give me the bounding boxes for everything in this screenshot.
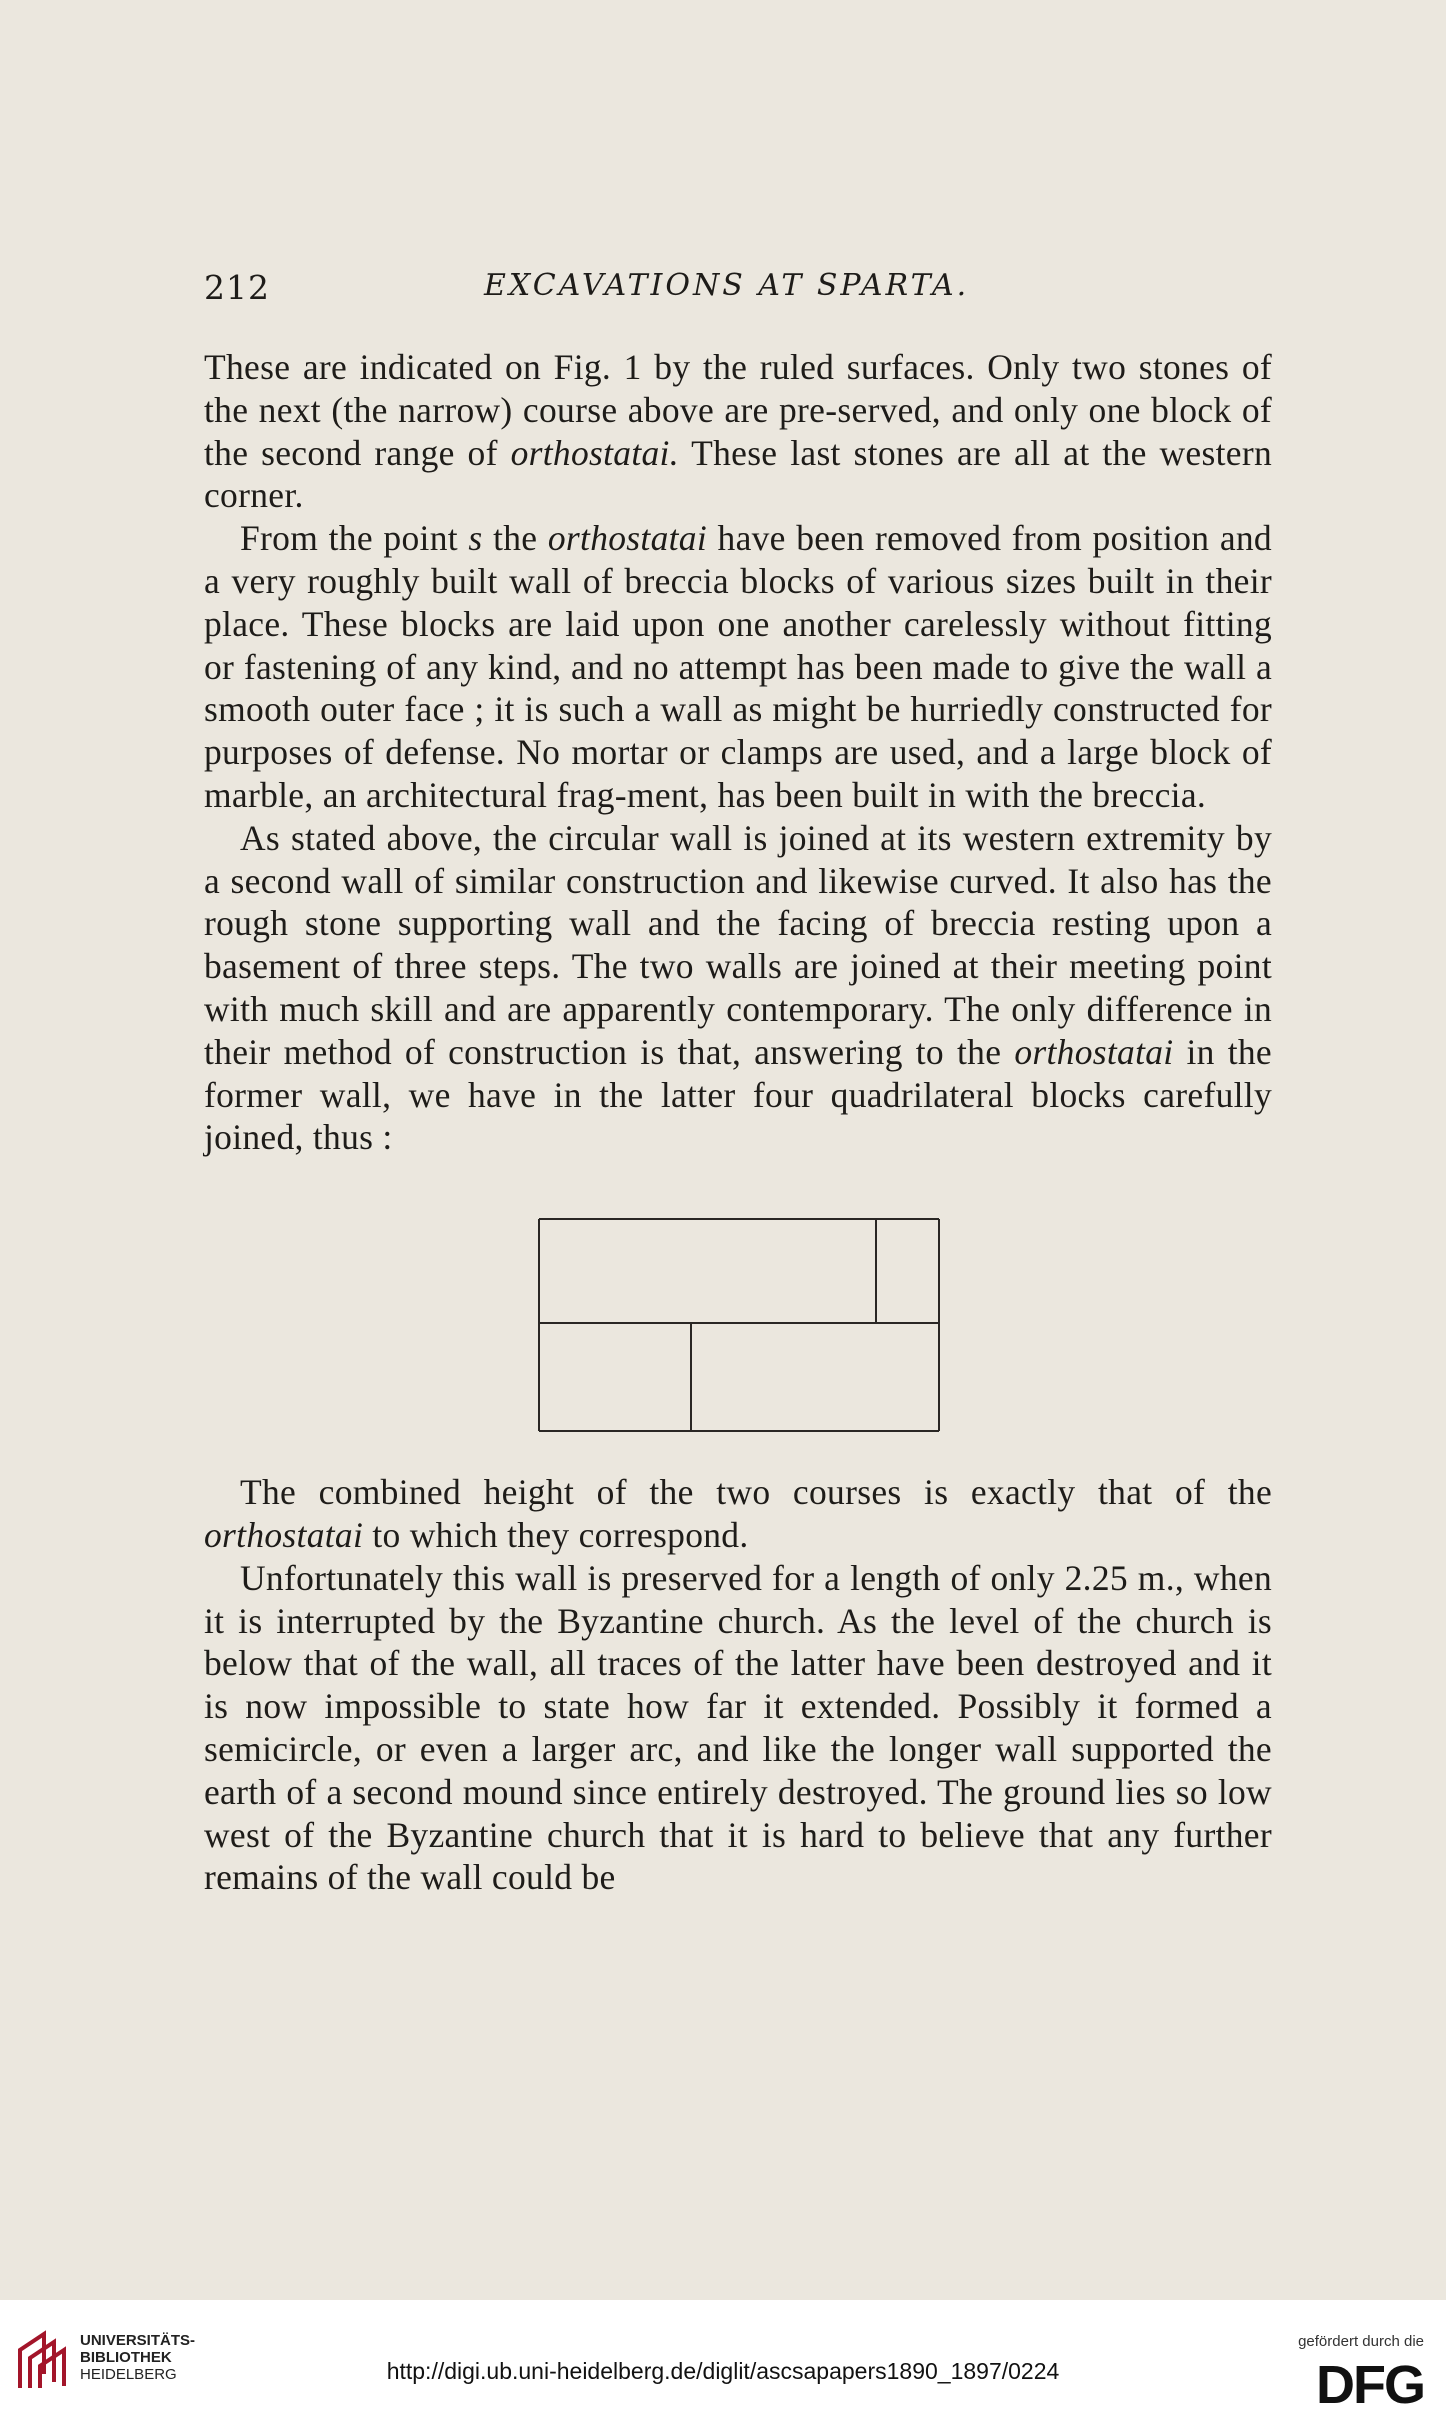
paragraph-4: [204, 1471, 1272, 1557]
text-run: to which they correspond.: [363, 1514, 749, 1555]
library-name-line-2: BIBLIOTHEK: [80, 2349, 172, 2366]
paragraph-1: [204, 346, 1272, 517]
italic-term: orthostatai.: [510, 432, 679, 473]
library-name-line-1: UNIVERSITÄTS-: [80, 2332, 196, 2349]
body-text: [204, 346, 1272, 1899]
text-run: The combined height of the two courses is exactly that of the: [240, 1472, 1272, 1513]
running-title: EXCAVATIONS AT SPARTA.: [484, 268, 970, 303]
dfg-logo: DFG: [1316, 2355, 1424, 2415]
masonry-diagram-svg: [527, 1209, 957, 1435]
text-run: From the point: [240, 518, 469, 559]
text-run: Unfortunately this wall is preserved for a length of only 2.25 m., when it is interrupted by the Byzantine church. As the level of the church is below that of the wall, all traces of the latter have been destroyed and it is now impossible to state how far it extended. Possibly it formed a semicircle, or even a larger arc, and like the longer wall supported the earth of a second mound since entirely destroyed. The ground lies so low west of the Byzantine church that it is hard to believe that any further remains of the wall could be: [204, 1557, 1272, 1898]
masonry-diagram: [527, 1209, 957, 1435]
paragraph-5: [204, 1557, 1272, 1899]
paragraph-3: [204, 817, 1272, 1159]
paragraph-2: [204, 517, 1272, 817]
text-run: the: [482, 518, 548, 559]
library-name-line-3: HEIDELBERG: [80, 2366, 177, 2383]
text-run: These are indicated on Fig. 1 by the ruled surfaces. Only two stones of the next (the narrow) course above are pre-served, and only one block of the second range of: [204, 347, 1272, 473]
text-run: As stated above, the circular wall is joined at its western extremity by a second wall of similar construction and likewise curved. It also has the rough stone supporting wall and the facing of breccia resting upon a basement of three steps. The two walls are joined at their meeting point with much skill and are apparently contemporary. The only difference in their method of construction is that, answering to the: [204, 817, 1272, 1072]
italic-term: orthostatai: [547, 518, 707, 559]
text-run: These last stones are all at the western corner.: [204, 432, 1272, 516]
page-header: [204, 268, 1272, 318]
digitization-footer: [0, 2300, 1446, 2421]
text-run: in the former wall, we have in the latter four quadrilateral blocks carefully joined, thus :: [204, 1031, 1272, 1158]
page-number: 212: [204, 268, 270, 307]
italic-term: orthostatai: [204, 1514, 364, 1555]
permalink-url[interactable]: http://digi.ub.uni-heidelberg.de/diglit/ascsapapers1890_1897/0224: [386, 2358, 1060, 2384]
italic-term: orthostatai: [1014, 1031, 1174, 1072]
text-run: have been removed from position and a very roughly built wall of breccia blocks of various sizes built in their place. These blocks are laid upon one another carelessly without fitting or fastening of any kind, and no attempt has been made to give the wall a smooth outer face ; it is such a wall as might be hurriedly constructed for purposes of defense. No mortar or clamps are used, and a large block of marble, an architectural frag-ment, has been built in with the breccia.: [204, 518, 1272, 815]
italic-term: s: [468, 518, 483, 559]
funder-label: gefördert durch die: [1298, 2333, 1424, 2350]
